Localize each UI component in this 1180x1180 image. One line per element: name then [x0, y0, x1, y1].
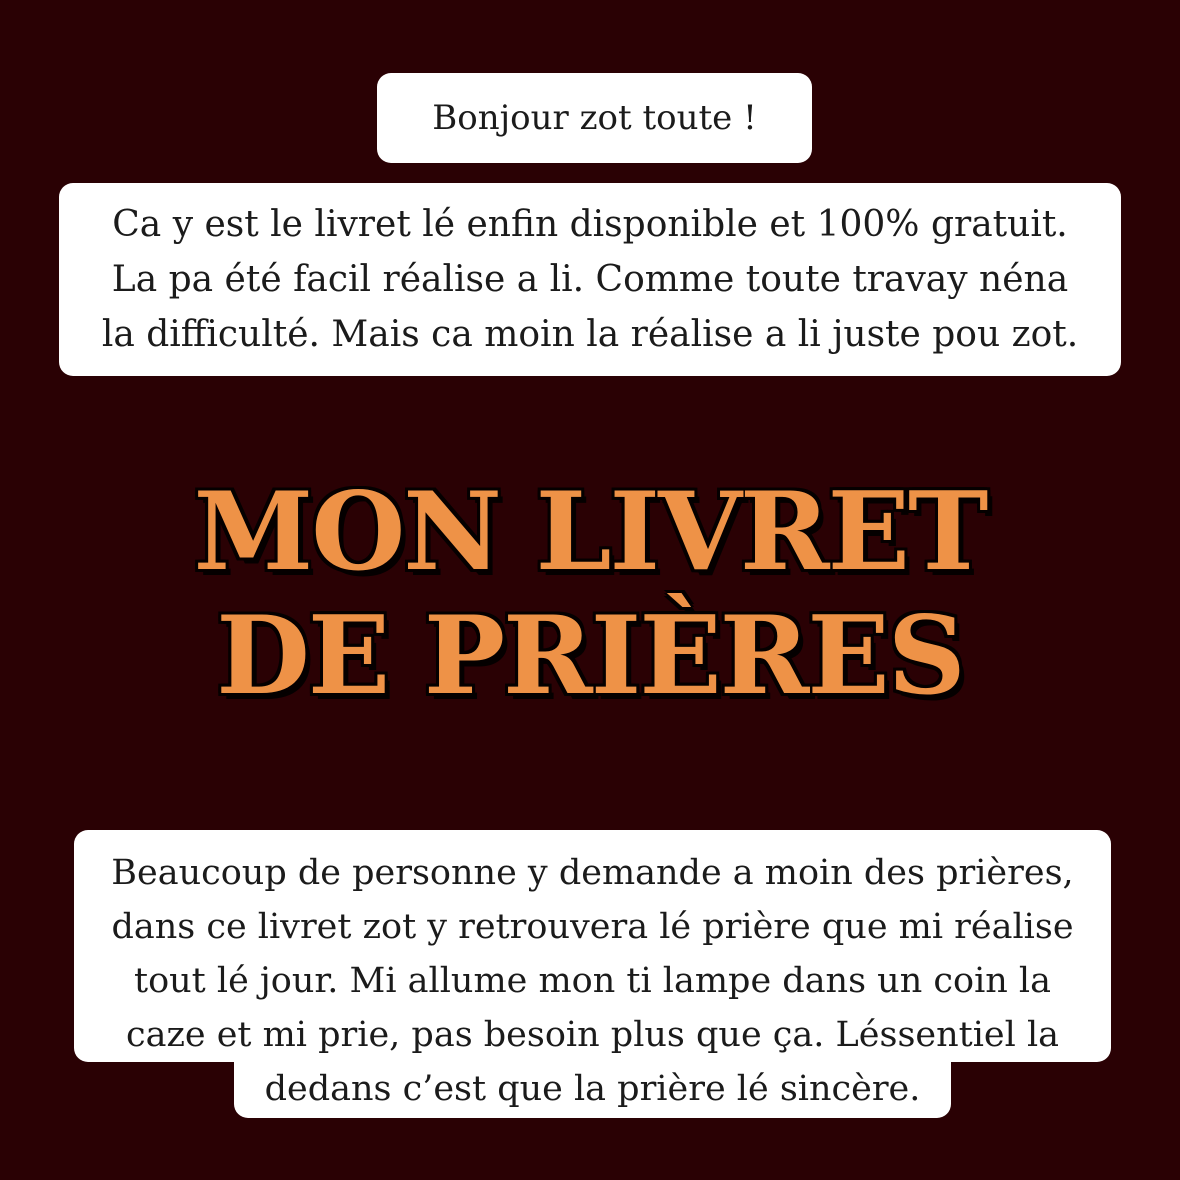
- greeting-text: Bonjour zot toute !: [432, 98, 757, 138]
- title-line-1: MON LIVRET: [193, 469, 987, 595]
- intro-bubble: [59, 183, 1121, 376]
- outro-line: tout lé jour. Mi allume mon ti lampe dans un coin la: [134, 961, 1051, 1001]
- greeting-bubble: [377, 73, 812, 163]
- outro-text: [74, 846, 1111, 1116]
- page-title: [0, 470, 1180, 718]
- outro-line: caze et mi prie, pas besoin plus que ça. Léssentiel la: [125, 1015, 1060, 1055]
- outro-line: dedans c’est que la prière lé sincère.: [264, 1069, 921, 1109]
- outro-line: Beaucoup de personne y demande a moin des prières,: [111, 853, 1074, 893]
- title-line-2: DE PRIÈRES: [216, 593, 964, 719]
- intro-line: Ca y est le livret lé enfin disponible et 100% gratuit.: [112, 204, 1068, 245]
- intro-line: la difficulté. Mais ca moin la réalise a li juste pou zot.: [101, 314, 1079, 355]
- outro-line: dans ce livret zot y retrouvera lé prière que mi réalise: [111, 907, 1074, 947]
- intro-line: La pa été facil réalise a li. Comme toute travay néna: [111, 259, 1069, 300]
